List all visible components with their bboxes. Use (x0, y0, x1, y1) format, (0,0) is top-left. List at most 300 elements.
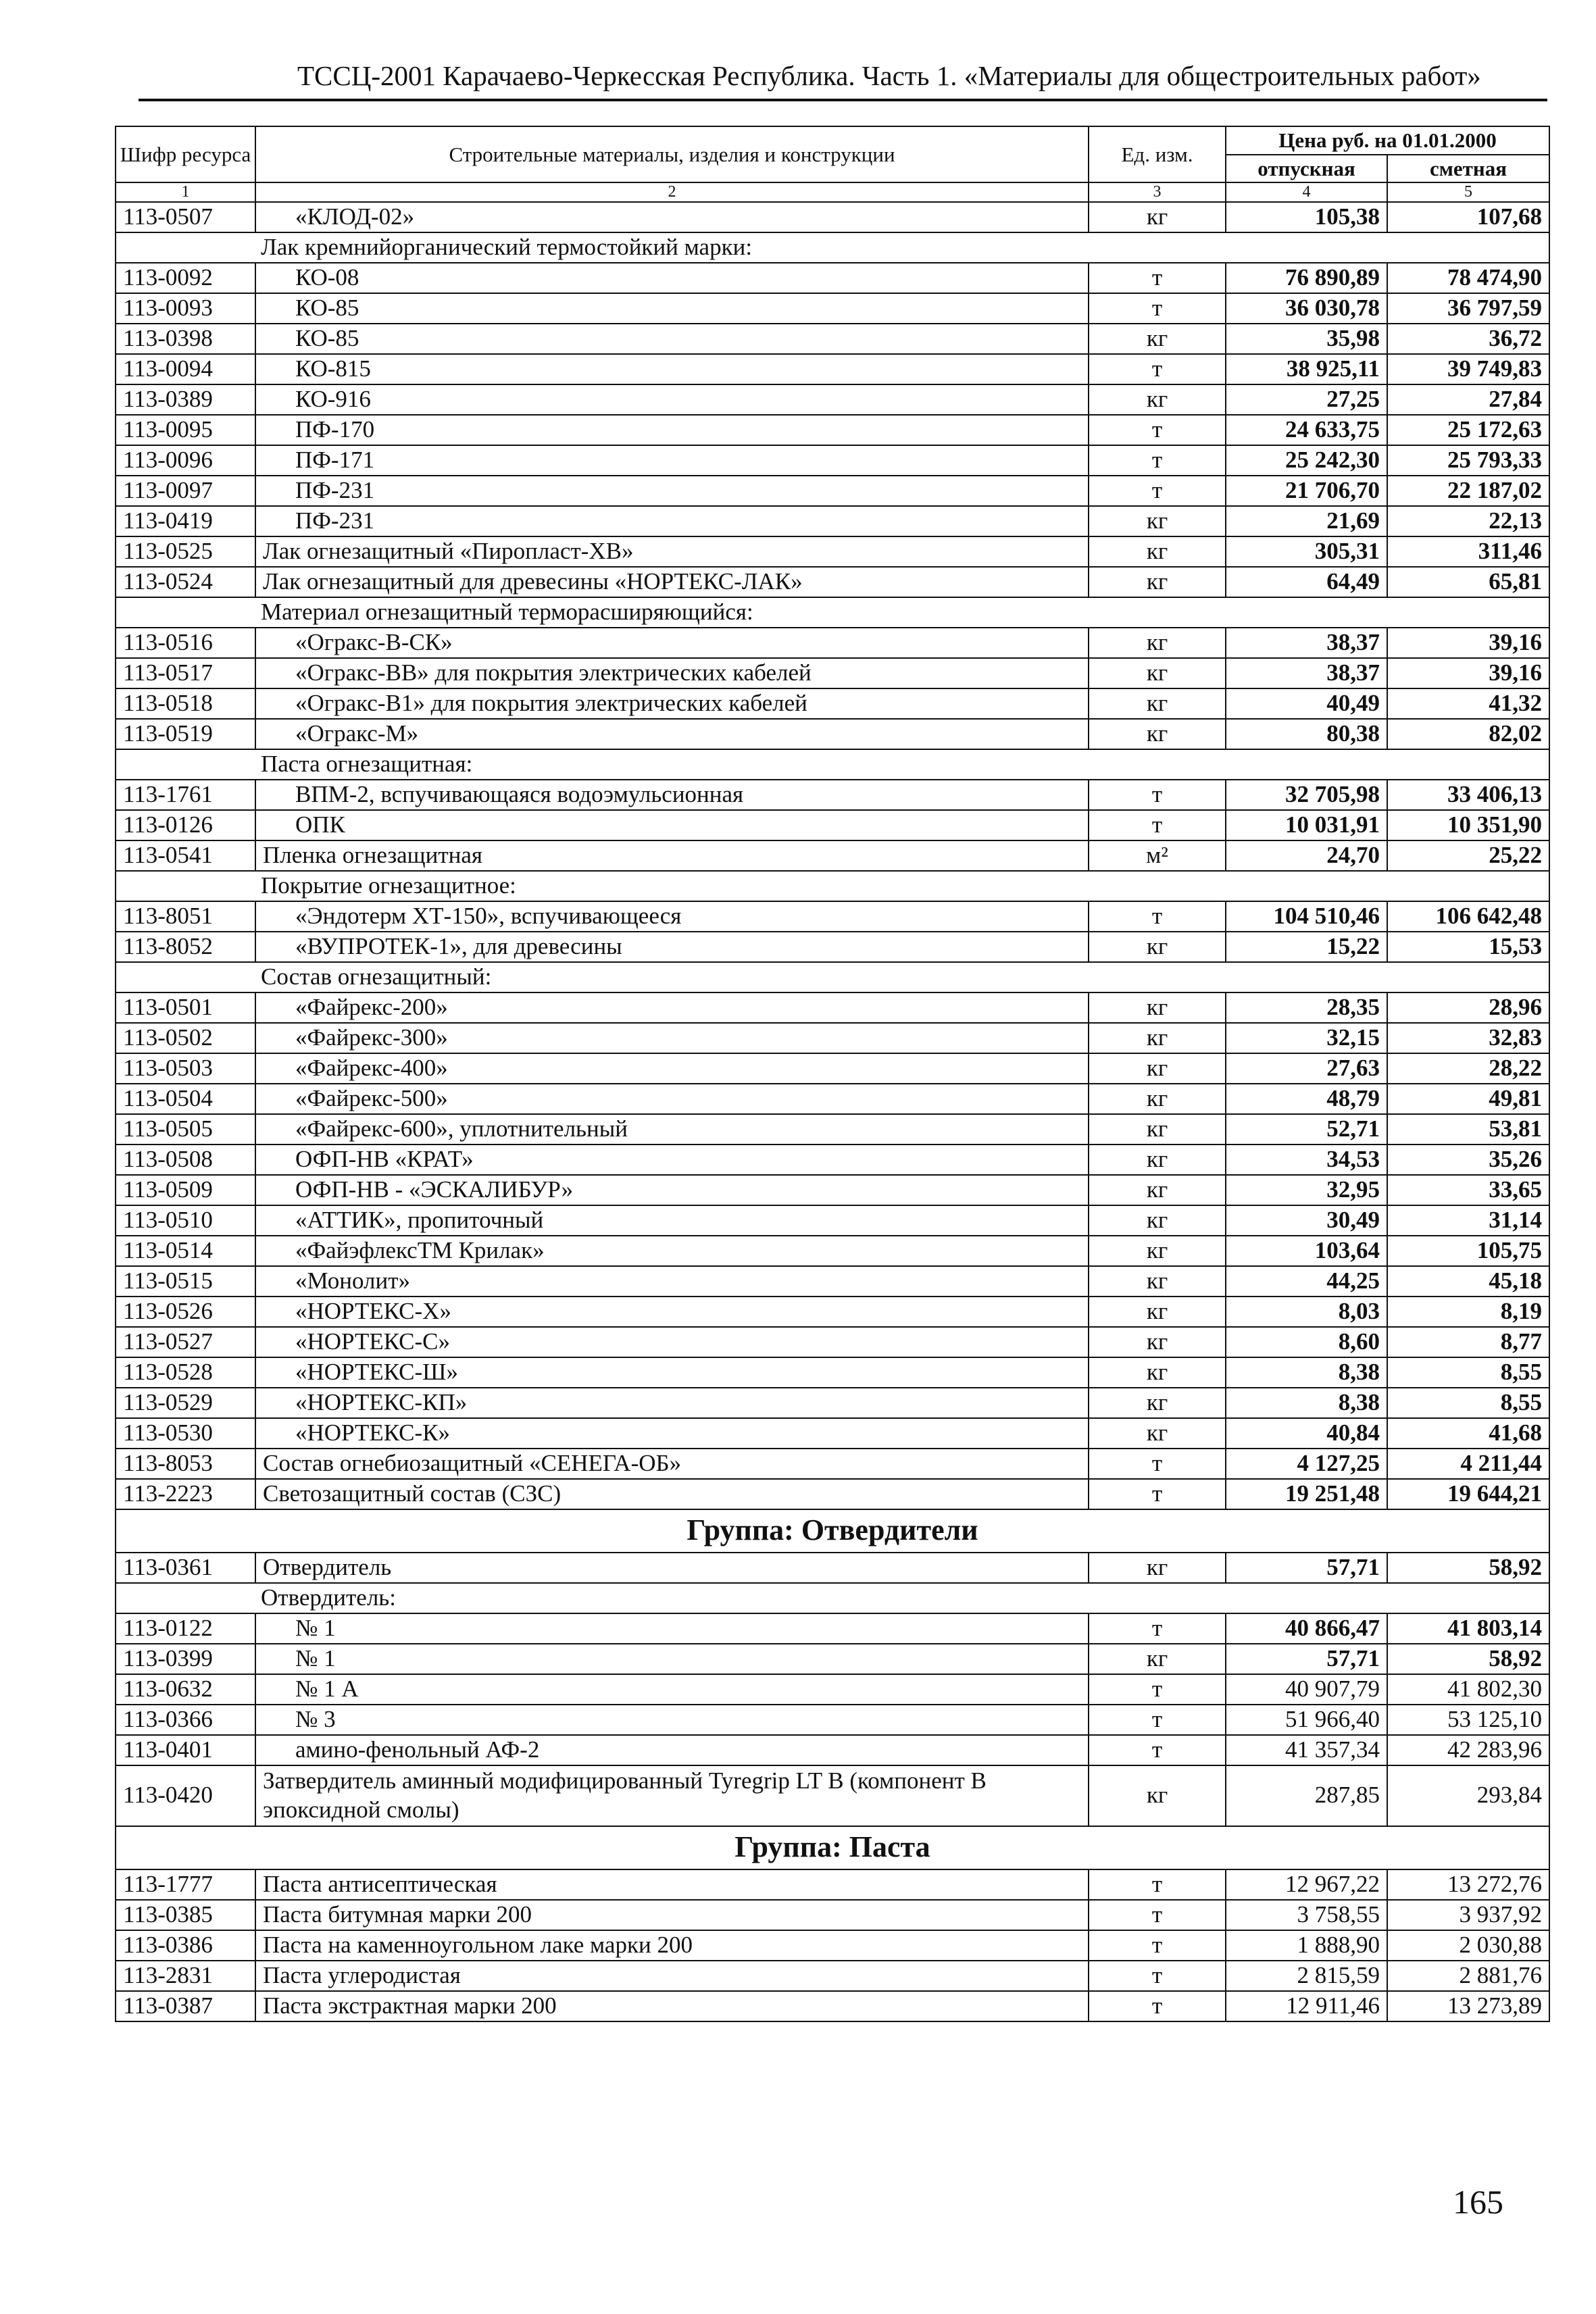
material-name: «Файрекс-200» (255, 992, 1089, 1023)
release-price: 104 510,46 (1226, 901, 1387, 932)
resource-code: 113-0505 (116, 1114, 255, 1145)
release-price: 32 705,98 (1226, 780, 1387, 810)
resource-code: 113-0093 (116, 293, 255, 324)
unit-of-measure: кг (1089, 1145, 1226, 1175)
estimate-price: 27,84 (1387, 384, 1549, 415)
release-price: 38,37 (1226, 628, 1387, 658)
unit-of-measure: т (1089, 1961, 1226, 1991)
resource-code: 113-0386 (116, 1930, 255, 1961)
material-name: «ВУПРОТЕК-1», для древесины (255, 932, 1089, 962)
estimate-price: 39,16 (1387, 658, 1549, 688)
price-table-body (116, 126, 1549, 2021)
table-row (116, 1674, 1549, 1705)
table-row (116, 1327, 1549, 1357)
estimate-price: 41 803,14 (1387, 1613, 1549, 1644)
resource-code: 113-0361 (116, 1553, 255, 1583)
table-row (116, 1357, 1549, 1388)
estimate-price: 82,02 (1387, 719, 1549, 749)
release-price: 4 127,25 (1226, 1449, 1387, 1479)
release-price: 32,95 (1226, 1175, 1387, 1205)
estimate-price: 39,16 (1387, 628, 1549, 658)
unit-of-measure: кг (1089, 1175, 1226, 1205)
estimate-price: 3 937,92 (1387, 1900, 1549, 1930)
unit-of-measure: т (1089, 445, 1226, 476)
estimate-price: 13 273,89 (1387, 1991, 1549, 2021)
resource-code: 113-0398 (116, 324, 255, 354)
release-price: 24 633,75 (1226, 415, 1387, 445)
unit-of-measure: т (1089, 354, 1226, 384)
resource-code: 113-0095 (116, 415, 255, 445)
release-price: 3 758,55 (1226, 1900, 1387, 1930)
resource-code: 113-0527 (116, 1327, 255, 1357)
section-title: Лак кремнийорганический термостойкий марки: (116, 232, 1549, 263)
group-row (116, 1509, 1549, 1553)
material-name: № 1 (255, 1644, 1089, 1674)
table-row (116, 1991, 1549, 2021)
section-row (116, 1583, 1549, 1613)
resource-code: 113-0389 (116, 384, 255, 415)
unit-of-measure: кг (1089, 324, 1226, 354)
column-number: 5 (1387, 182, 1549, 201)
material-name: ОФП-НВ «КРАТ» (255, 1145, 1089, 1175)
unit-of-measure: т (1089, 810, 1226, 840)
unit-of-measure: кг (1089, 932, 1226, 962)
release-price: 1 888,90 (1226, 1930, 1387, 1961)
unit-of-measure: т (1089, 1991, 1226, 2021)
table-row (116, 202, 1549, 232)
material-name: «Огракс-В1» для покрытия электрических кабелей (255, 688, 1089, 719)
unit-of-measure: кг (1089, 1388, 1226, 1418)
unit-of-measure: кг (1089, 1357, 1226, 1388)
material-name: «Огракс-М» (255, 719, 1089, 749)
table-row (116, 1023, 1549, 1053)
resource-code: 113-0504 (116, 1084, 255, 1114)
unit-of-measure: кг (1089, 506, 1226, 536)
material-name: Затвердитель аминный модифицированный Tyregrip LT B (компонент В эпоксидной смолы) (255, 1765, 1089, 1826)
unit-of-measure: кг (1089, 1023, 1226, 1053)
release-price: 40,49 (1226, 688, 1387, 719)
table-row (116, 719, 1549, 749)
material-name: Светозащитный состав (СЗС) (255, 1479, 1089, 1509)
section-title: Состав огнезащитный: (116, 962, 1549, 992)
table-row (116, 293, 1549, 324)
unit-of-measure: кг (1089, 1553, 1226, 1583)
unit-of-measure: кг (1089, 567, 1226, 597)
section-row (116, 749, 1549, 780)
release-price: 15,22 (1226, 932, 1387, 962)
estimate-price: 53,81 (1387, 1114, 1549, 1145)
table-row (116, 476, 1549, 506)
resource-code: 113-0517 (116, 658, 255, 688)
release-price: 21,69 (1226, 506, 1387, 536)
table-row (116, 1418, 1549, 1449)
section-title: Паста огнезащитная: (116, 749, 1549, 780)
resource-code: 113-0509 (116, 1175, 255, 1205)
column-header-release-price: отпускная (1226, 155, 1387, 183)
release-price: 19 251,48 (1226, 1479, 1387, 1509)
estimate-price: 22 187,02 (1387, 476, 1549, 506)
resource-code: 113-0515 (116, 1266, 255, 1297)
release-price: 8,38 (1226, 1388, 1387, 1418)
section-row (116, 962, 1549, 992)
table-row (116, 658, 1549, 688)
column-number: 2 (255, 182, 1089, 201)
material-name: № 3 (255, 1705, 1089, 1735)
estimate-price: 2 881,76 (1387, 1961, 1549, 1991)
material-name: КО-85 (255, 324, 1089, 354)
table-row (116, 384, 1549, 415)
table-row (116, 445, 1549, 476)
unit-of-measure: кг (1089, 1084, 1226, 1114)
release-price: 36 030,78 (1226, 293, 1387, 324)
release-price: 21 706,70 (1226, 476, 1387, 506)
estimate-price: 19 644,21 (1387, 1479, 1549, 1509)
table-row (116, 901, 1549, 932)
resource-code: 113-0525 (116, 536, 255, 567)
document-header: ТССЦ-2001 Карачаево-Черкесская Республика. Часть 1. «Материалы для общестроительных работ» (297, 60, 1481, 91)
unit-of-measure: м² (1089, 840, 1226, 871)
resource-code: 113-1761 (116, 780, 255, 810)
material-name: «Огракс-ВВ» для покрытия электрических кабелей (255, 658, 1089, 688)
material-name: ПФ-231 (255, 476, 1089, 506)
estimate-price: 33 406,13 (1387, 780, 1549, 810)
column-number-row (116, 182, 1549, 201)
page-number: 165 (1453, 2183, 1503, 2221)
resource-code: 113-0387 (116, 1991, 255, 2021)
resource-code: 113-0526 (116, 1297, 255, 1327)
material-name: Лак огнезащитный «Пиропласт-ХВ» (255, 536, 1089, 567)
material-name: Отвердитель (255, 1553, 1089, 1583)
material-name: «Файрекс-600», уплотнительный (255, 1114, 1089, 1145)
table-row (116, 536, 1549, 567)
material-name: амино-фенольный АФ-2 (255, 1735, 1089, 1765)
unit-of-measure: т (1089, 901, 1226, 932)
column-header-name: Строительные материалы, изделия и конструкции (255, 126, 1089, 182)
estimate-price: 49,81 (1387, 1084, 1549, 1114)
resource-code: 113-0541 (116, 840, 255, 871)
resource-code: 113-0122 (116, 1613, 255, 1644)
unit-of-measure: кг (1089, 1765, 1226, 1826)
section-title: Отвердитель: (116, 1583, 1549, 1613)
table-row (116, 354, 1549, 384)
resource-code: 113-1777 (116, 1869, 255, 1900)
estimate-price: 8,55 (1387, 1357, 1549, 1388)
estimate-price: 35,26 (1387, 1145, 1549, 1175)
release-price: 8,03 (1226, 1297, 1387, 1327)
material-name: «ФайэфлексТМ Крилак» (255, 1236, 1089, 1266)
estimate-price: 31,14 (1387, 1205, 1549, 1236)
table-row (116, 780, 1549, 810)
table-row (116, 1053, 1549, 1084)
material-name: «КЛОД-02» (255, 202, 1089, 232)
release-price: 12 911,46 (1226, 1991, 1387, 2021)
resource-code: 113-0420 (116, 1765, 255, 1826)
column-header-estimate-price: сметная (1387, 155, 1549, 183)
table-row (116, 628, 1549, 658)
unit-of-measure: кг (1089, 202, 1226, 232)
unit-of-measure: кг (1089, 1644, 1226, 1674)
release-price: 28,35 (1226, 992, 1387, 1023)
resource-code: 113-8053 (116, 1449, 255, 1479)
release-price: 38,37 (1226, 658, 1387, 688)
unit-of-measure: кг (1089, 992, 1226, 1023)
unit-of-measure: кг (1089, 1327, 1226, 1357)
unit-of-measure: т (1089, 1705, 1226, 1735)
unit-of-measure: кг (1089, 658, 1226, 688)
estimate-price: 28,22 (1387, 1053, 1549, 1084)
release-price: 12 967,22 (1226, 1869, 1387, 1900)
unit-of-measure: т (1089, 1930, 1226, 1961)
unit-of-measure: кг (1089, 384, 1226, 415)
release-price: 76 890,89 (1226, 263, 1387, 293)
estimate-price: 78 474,90 (1387, 263, 1549, 293)
resource-code: 113-0501 (116, 992, 255, 1023)
resource-code: 113-0510 (116, 1205, 255, 1236)
material-name: Паста на каменноугольном лаке марки 200 (255, 1930, 1089, 1961)
table-row (116, 1705, 1549, 1735)
table-row (116, 415, 1549, 445)
table-row (116, 1205, 1549, 1236)
table-row (116, 810, 1549, 840)
group-title: Группа: Отвердители (116, 1509, 1549, 1553)
material-name: Паста антисептическая (255, 1869, 1089, 1900)
release-price: 30,49 (1226, 1205, 1387, 1236)
resource-code: 113-2831 (116, 1961, 255, 1991)
table-row (116, 1236, 1549, 1266)
resource-code: 113-0514 (116, 1236, 255, 1266)
release-price: 24,70 (1226, 840, 1387, 871)
unit-of-measure: кг (1089, 688, 1226, 719)
table-row (116, 1930, 1549, 1961)
unit-of-measure: кг (1089, 1053, 1226, 1084)
estimate-price: 10 351,90 (1387, 810, 1549, 840)
material-name: № 1 А (255, 1674, 1089, 1705)
release-price: 41 357,34 (1226, 1735, 1387, 1765)
material-name: ОПК (255, 810, 1089, 840)
table-row (116, 1266, 1549, 1297)
group-title: Группа: Паста (116, 1826, 1549, 1869)
resource-code: 113-0385 (116, 1900, 255, 1930)
material-name: Пленка огнезащитная (255, 840, 1089, 871)
table-header-row (116, 126, 1549, 155)
table-row (116, 263, 1549, 293)
material-name: «НОРТЕКС-КП» (255, 1388, 1089, 1418)
section-row (116, 871, 1549, 901)
resource-code: 113-0508 (116, 1145, 255, 1175)
material-name: Паста экстрактная марки 200 (255, 1991, 1089, 2021)
material-name: «Файрекс-400» (255, 1053, 1089, 1084)
unit-of-measure: т (1089, 1900, 1226, 1930)
material-name: «НОРТЕКС-К» (255, 1418, 1089, 1449)
estimate-price: 45,18 (1387, 1266, 1549, 1297)
material-name: № 1 (255, 1613, 1089, 1644)
resource-code: 113-8051 (116, 901, 255, 932)
resource-code: 113-0401 (116, 1735, 255, 1765)
estimate-price: 39 749,83 (1387, 354, 1549, 384)
material-name: ПФ-231 (255, 506, 1089, 536)
table-row (116, 1145, 1549, 1175)
estimate-price: 36 797,59 (1387, 293, 1549, 324)
resource-code: 113-0419 (116, 506, 255, 536)
release-price: 40 866,47 (1226, 1613, 1387, 1644)
release-price: 48,79 (1226, 1084, 1387, 1114)
estimate-price: 25,22 (1387, 840, 1549, 871)
release-price: 80,38 (1226, 719, 1387, 749)
release-price: 32,15 (1226, 1023, 1387, 1053)
estimate-price: 8,19 (1387, 1297, 1549, 1327)
column-header-price: Цена руб. на 01.01.2000 (1226, 126, 1549, 155)
table-row (116, 1479, 1549, 1509)
material-name: «Файрекс-500» (255, 1084, 1089, 1114)
table-row (116, 506, 1549, 536)
unit-of-measure: т (1089, 415, 1226, 445)
release-price: 40 907,79 (1226, 1674, 1387, 1705)
table-row (116, 1735, 1549, 1765)
release-price: 52,71 (1226, 1114, 1387, 1145)
material-name: ВПМ-2, вспучивающаяся водоэмульсионная (255, 780, 1089, 810)
release-price: 38 925,11 (1226, 354, 1387, 384)
unit-of-measure: т (1089, 780, 1226, 810)
table-row (116, 1449, 1549, 1479)
estimate-price: 105,75 (1387, 1236, 1549, 1266)
unit-of-measure: кг (1089, 536, 1226, 567)
column-number: 4 (1226, 182, 1387, 201)
estimate-price: 2 030,88 (1387, 1930, 1549, 1961)
material-name: «НОРТЕКС-Х» (255, 1297, 1089, 1327)
estimate-price: 28,96 (1387, 992, 1549, 1023)
resource-code: 113-8052 (116, 932, 255, 962)
material-name: «АТТИК», пропиточный (255, 1205, 1089, 1236)
estimate-price: 106 642,48 (1387, 901, 1549, 932)
table-row (116, 992, 1549, 1023)
resource-code: 113-0399 (116, 1644, 255, 1674)
table-row (116, 1297, 1549, 1327)
resource-code: 113-0524 (116, 567, 255, 597)
release-price: 8,38 (1226, 1357, 1387, 1388)
unit-of-measure: т (1089, 1735, 1226, 1765)
material-name: КО-08 (255, 263, 1089, 293)
unit-of-measure: т (1089, 1449, 1226, 1479)
estimate-price: 15,53 (1387, 932, 1549, 962)
estimate-price: 32,83 (1387, 1023, 1549, 1053)
estimate-price: 107,68 (1387, 202, 1549, 232)
release-price: 64,49 (1226, 567, 1387, 597)
table-row (116, 688, 1549, 719)
table-row (116, 1388, 1549, 1418)
column-number: 1 (116, 182, 255, 201)
section-title: Покрытие огнезащитное: (116, 871, 1549, 901)
resource-code: 113-0528 (116, 1357, 255, 1388)
material-name: Паста битумная марки 200 (255, 1900, 1089, 1930)
table-row (116, 1084, 1549, 1114)
table-row (116, 567, 1549, 597)
material-name: КО-815 (255, 354, 1089, 384)
release-price: 35,98 (1226, 324, 1387, 354)
estimate-price: 25 793,33 (1387, 445, 1549, 476)
table-row (116, 1900, 1549, 1930)
unit-of-measure: т (1089, 293, 1226, 324)
unit-of-measure: т (1089, 1674, 1226, 1705)
release-price: 40,84 (1226, 1418, 1387, 1449)
material-name: ПФ-171 (255, 445, 1089, 476)
resource-code: 113-0530 (116, 1418, 255, 1449)
section-title: Материал огнезащитный терморасширяющийся: (116, 597, 1549, 628)
estimate-price: 58,92 (1387, 1644, 1549, 1674)
table-row (116, 932, 1549, 962)
material-name: КО-85 (255, 293, 1089, 324)
material-name: «НОРТЕКС-С» (255, 1327, 1089, 1357)
material-name: «Огракс-В-СК» (255, 628, 1089, 658)
table-row (116, 1961, 1549, 1991)
table-row (116, 1869, 1549, 1900)
release-price: 10 031,91 (1226, 810, 1387, 840)
release-price: 44,25 (1226, 1266, 1387, 1297)
section-row (116, 597, 1549, 628)
material-name: «Эндотерм ХТ-150», вспучивающееся (255, 901, 1089, 932)
resource-code: 113-0518 (116, 688, 255, 719)
estimate-price: 8,55 (1387, 1388, 1549, 1418)
section-row (116, 232, 1549, 263)
unit-of-measure: кг (1089, 628, 1226, 658)
release-price: 34,53 (1226, 1145, 1387, 1175)
resource-code: 113-0507 (116, 202, 255, 232)
resource-code: 113-0516 (116, 628, 255, 658)
resource-code: 113-0366 (116, 1705, 255, 1735)
unit-of-measure: т (1089, 263, 1226, 293)
unit-of-measure: кг (1089, 1418, 1226, 1449)
release-price: 103,64 (1226, 1236, 1387, 1266)
material-name: «Монолит» (255, 1266, 1089, 1297)
estimate-price: 311,46 (1387, 536, 1549, 567)
resource-code: 113-0632 (116, 1674, 255, 1705)
table-row (116, 324, 1549, 354)
release-price: 8,60 (1226, 1327, 1387, 1357)
estimate-price: 53 125,10 (1387, 1705, 1549, 1735)
estimate-price: 41,68 (1387, 1418, 1549, 1449)
table-row (116, 840, 1549, 871)
release-price: 57,71 (1226, 1553, 1387, 1583)
unit-of-measure: т (1089, 1479, 1226, 1509)
release-price: 2 815,59 (1226, 1961, 1387, 1991)
estimate-price: 293,84 (1387, 1765, 1549, 1826)
estimate-price: 4 211,44 (1387, 1449, 1549, 1479)
release-price: 105,38 (1226, 202, 1387, 232)
material-name: «Файрекс-300» (255, 1023, 1089, 1053)
table-row (116, 1644, 1549, 1674)
column-header-code: Шифр ресурса (116, 126, 255, 182)
release-price: 27,63 (1226, 1053, 1387, 1084)
material-name: «НОРТЕКС-Ш» (255, 1357, 1089, 1388)
table-row (116, 1114, 1549, 1145)
resource-code: 113-0519 (116, 719, 255, 749)
unit-of-measure: кг (1089, 1266, 1226, 1297)
release-price: 27,25 (1226, 384, 1387, 415)
material-name: КО-916 (255, 384, 1089, 415)
release-price: 51 966,40 (1226, 1705, 1387, 1735)
estimate-price: 36,72 (1387, 324, 1549, 354)
resource-code: 113-0529 (116, 1388, 255, 1418)
resource-code: 113-0096 (116, 445, 255, 476)
unit-of-measure: т (1089, 1869, 1226, 1900)
group-row (116, 1826, 1549, 1869)
table-row (116, 1765, 1549, 1826)
resource-code: 113-0503 (116, 1053, 255, 1084)
estimate-price: 41,32 (1387, 688, 1549, 719)
release-price: 57,71 (1226, 1644, 1387, 1674)
material-name: Лак огнезащитный для древесины «НОРТЕКС-ЛАК» (255, 567, 1089, 597)
table-row (116, 1613, 1549, 1644)
unit-of-measure: кг (1089, 1297, 1226, 1327)
